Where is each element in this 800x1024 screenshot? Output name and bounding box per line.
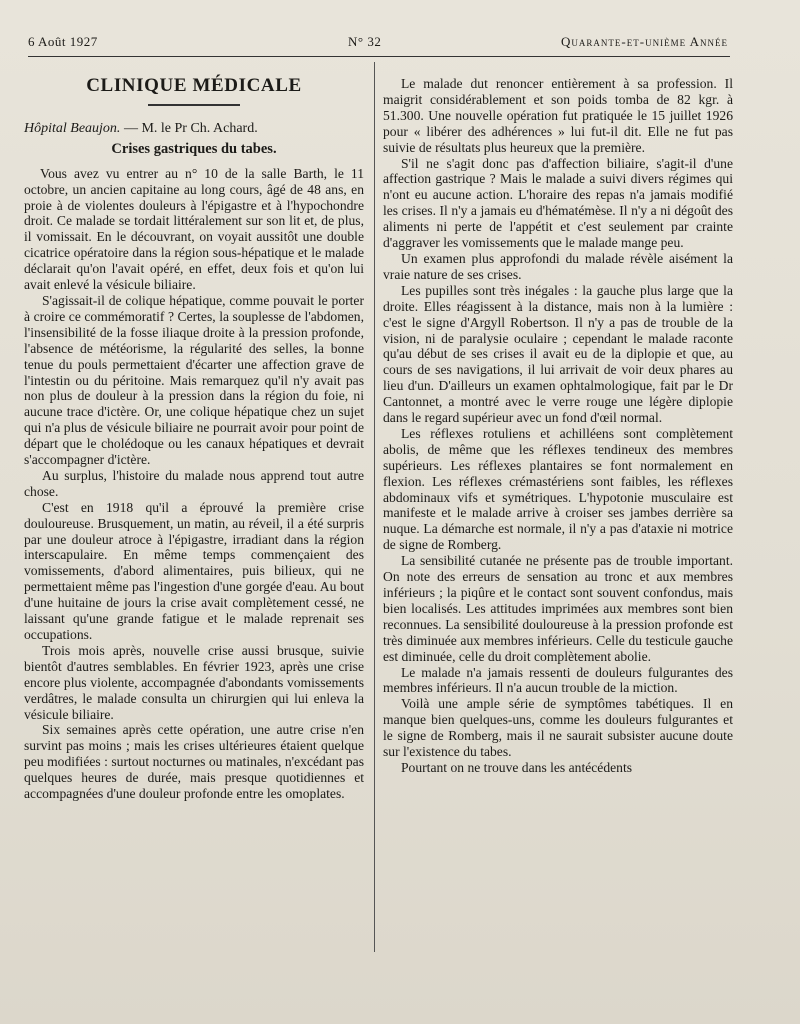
paragraph: C'est en 1918 qu'il a éprouvé la première crise douloureuse. Brusquement, un matin, au réveil, il a été surpris par une douleur atroce à l'épigastre, irradiant dans la région interscapulaire. En même temps commençaient des vomissements, d'abord alimentaires, puis bilieux, qui ne permettaient même pas l'ingestion d'une gorgée d'eau. Au bout d'une huitaine de jours la crise avait complètement cessé, ne laissant qu'une grande fatigue et le malade reprenait ses occupations. xyxy=(24,499,364,642)
running-head xyxy=(28,34,728,54)
right-column xyxy=(383,76,733,776)
header-rule xyxy=(28,56,730,57)
paragraph: Le malade n'a jamais ressenti de douleurs fulgurantes des membres inférieurs. Il n'a aucun trouble de la miction. xyxy=(383,664,733,696)
volume-year: Quarante-et-unième Année xyxy=(561,34,728,49)
paragraph: Voilà une ample série de symptômes tabétiques. Il en manque bien quelques-uns, comme les douleurs fulgurantes et le signe de Romberg, mais il ne saurait subsister aucune doute sur l'existence du tabes. xyxy=(383,696,733,760)
paragraph: Vous avez vu entrer au n° 10 de la salle Barth, le 11 octobre, un ancien capitaine au long cours, âgé de 48 ans, en proie à de violentes douleurs à l'épigastre et à l'hypochondre droit. Ce malade se tordait littéralement sur son lit et, de plus, il vomissait. En le découvrant, on voyait aussitôt une double cicatrice opératoire dans la région sous-hépatique et le malade déclarait qu'on l'avait opéré, en effet, deux fois et qu'on lui avait enlevé la vésicule biliaire. xyxy=(24,165,364,293)
paragraph: Six semaines après cette opération, une autre crise n'en survint pas moins ; mais les crises ultérieures étaient quelque peu modifiées : surtout nocturnes ou matinales, n'excédant pas quelques heures de durée, mais presque quotidiennes et accompagnées d'une douleur profonde entre les omoplates. xyxy=(24,722,364,802)
paragraph: S'agissait-il de colique hépatique, comme pouvait le porter à croire ce commémoratif ? Certes, la souplesse de l'abdomen, l'insensibilité de la fosse iliaque droite à la pression profonde, l'absence de météorisme, la régularité des selles, la bonne tenue du pouls permettaient d'écarter une affection grave de l'intestin ou du péritoine. Mais remarquez qu'il n'y avait pas non plus de douleur à la pression dans la région du foie, ni aucune trace d'ictère. Or, une colique hépatique chez un sujet qui n'a plus de vésicule biliaire ne pourrait avoir pour point de départ que le cholédoque ou les canaux hépatiques et devrait s'accompagner d'ictère. xyxy=(24,292,364,468)
paragraph: Pourtant on ne trouve dans les antécédents xyxy=(401,759,633,775)
author-name: — M. le Pr Ch. Achard. xyxy=(120,120,258,136)
paragraph: Les réflexes rotuliens et achilléens sont complètement abolis, de même que les réflexes tendineux des membres supérieurs. Les réflexes plantaires se font normalement en flexion. Les réflexes crémastériens sont faibles, les réflexes abdominaux vifs et symétriques. L'hypotonie musculaire est manifeste et le malade arrive à croiser ses jambes derrière sa nuque. La démarche est normale, il n'y a pas d'ataxie ni motrice de signe de Romberg. xyxy=(383,425,733,553)
paragraph: Trois mois après, nouvelle crise aussi brusque, suivie bientôt d'autres semblables. En février 1923, après une crise encore plus violente, accompagnée d'abondants vomissements verdâtres, le malade consulta un chirurgien qui lui enleva la vésicule biliaire. xyxy=(24,642,364,722)
paragraph: Au surplus, l'histoire du malade nous apprend tout autre chose. xyxy=(24,467,364,499)
paragraph: S'il ne s'agit donc pas d'affection biliaire, s'agit-il d'une affection gastrique ? Mais le malade a suivi divers régimes qui n'ont eu aucune action. L'horaire des repas n'a jamais modifié les crises. Il n'y a jamais eu d'hématémèse. Il n'y a ni dégoût des aliments ni perte de l'appétit et c'est seulement par crainte d'aggraver les vomissements que le malade mange peu. xyxy=(383,155,733,251)
paragraph: La sensibilité cutanée ne présente pas de trouble important. On note des erreurs de sensation au tronc et aux membres inférieurs ; la piqûre et le contact sont souvent confondus, mais bien localisés. Les attitudes imprimées aux membres sont bien reconnues. La sensibilité douloureuse à la pression profonde est très diminuée aux membres inférieurs. Celle du testicule gauche est diminuée, celle du droit complètement abolie. xyxy=(383,553,733,664)
paragraph: Le malade dut renoncer entièrement à sa profession. Il maigrit considérablement et son poids tomba de 82 kgr. à 51.300. Une nouvelle opération fut pratiquée le 15 juillet 1926 pour « libérer des adhérences » lui fut-il dit. Elle ne fut pas suivie de résultats plus heureux que la première. xyxy=(383,76,733,155)
issue-number: N° 32 xyxy=(348,34,382,49)
issue-date: 6 Août 1927 xyxy=(28,34,98,49)
paragraph: Les pupilles sont très inégales : la gauche plus large que la droite. Elles réagissent à la distance, mais non à la lumière : c'est le signe d'Argyll Robertson. Il n'y a pas de trouble de la vision, ni de paralysie oculaire ; cependant le malade raconte qu'au début de ses crises il avait eu de la diplopie et que, au cours de ses navigations, il lui arrivait de voir deux phares au lieu d'un. D'ailleurs un examen ophtalmologique, fait par le Dr Cantonnet, a montré avec le verre rouge une légère diplopie dans le regard supérieur avec un fond d'œil normal. xyxy=(383,282,733,426)
paragraph: Un examen plus approfondi du malade révèle aisément la vraie nature de ses crises. xyxy=(383,250,733,282)
title-rule xyxy=(148,104,240,106)
article-subtitle: Crises gastriques du tabes. xyxy=(111,140,277,157)
hospital-name: Hôpital Beaujon. xyxy=(24,120,121,136)
column-divider xyxy=(374,62,375,952)
left-column xyxy=(24,75,364,802)
byline xyxy=(24,121,364,137)
section-title: CLINIQUE MÉDICALE xyxy=(86,75,302,96)
